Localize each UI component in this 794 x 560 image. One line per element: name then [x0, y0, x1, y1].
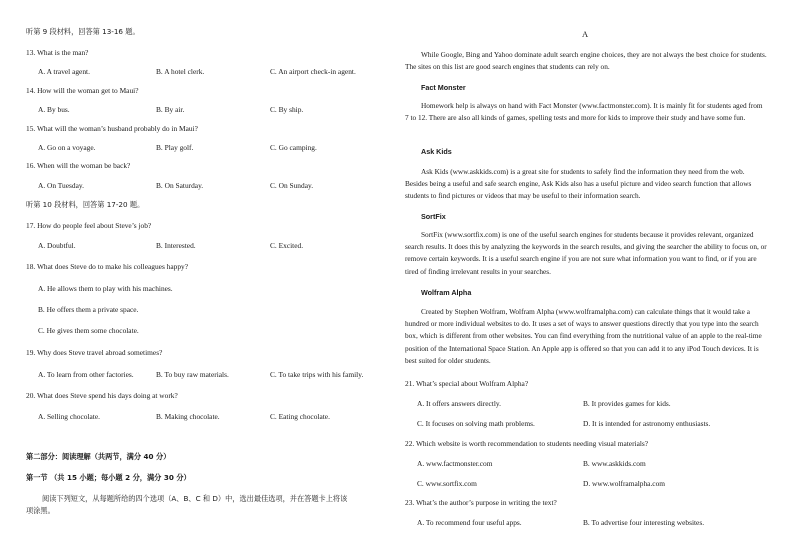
- question-stem: 13. What is the man?: [26, 48, 89, 57]
- site-description: Created by Stephen Wolfram, Wolfram Alpha (www.wolframalpha.com) can calculate things that it would take a hundred or more individual websites to do. It uses a set of ways to answer questions directly that you type into the search box, which is different from other websites. You can find everything from the nutritional value of an apple to the real-time position of the International Space Station. An Apple app is offered so that you can add it to any iPod Touch devices. It is best suited for older students.: [405, 307, 762, 365]
- site-heading: Wolfram Alpha: [421, 288, 472, 297]
- site-heading: Ask Kids: [421, 147, 452, 156]
- instruction-line-2: 项涂黑。: [26, 506, 55, 515]
- question-stem: 18. What does Steve do to make his colleagues happy?: [26, 262, 189, 271]
- question-option: C. Excited.: [270, 241, 304, 250]
- question-option: A. To recommend four useful apps.: [417, 518, 522, 527]
- question-option: C. On Sunday.: [270, 181, 314, 190]
- question-stem: 14. How will the woman get to Maui?: [26, 86, 139, 95]
- question-option: B. A hotel clerk.: [156, 67, 205, 76]
- question-option: A. Doubtful.: [38, 241, 76, 250]
- question-stem: 20. What does Steve spend his days doing at work?: [26, 391, 178, 400]
- instruction-line-1: 阅读下列短文，从每题所给的四个选项（A、B、C 和 D）中，选出最佳选项，并在答题卡上将该: [42, 494, 348, 503]
- question-option: B. It provides games for kids.: [583, 399, 671, 408]
- question-option: B. Making chocolate.: [156, 412, 220, 421]
- question-option: A. www.factmonster.com: [417, 459, 493, 468]
- question-option: B. Interested.: [156, 241, 196, 250]
- part2-title: 第二部分：阅读理解（共两节，满分 40 分）: [26, 452, 171, 461]
- site-heading: SortFix: [421, 212, 446, 221]
- question-option: A. It offers answers directly.: [417, 399, 501, 408]
- site-heading: Fact Monster: [421, 83, 466, 92]
- question-stem: 23. What’s the author’s purpose in writing the text?: [405, 498, 557, 507]
- question-option: B. To advertise four interesting websites.: [583, 518, 705, 527]
- question-option: A. To learn from other factories.: [38, 370, 134, 379]
- question-stem: 22. Which website is worth recommendation to students needing visual materials?: [405, 439, 649, 448]
- passage-intro: While Google, Bing and Yahoo dominate adult search engine choices, they are not always the best choice for students. The sites on this list are good search engines that students can rely on.: [405, 50, 767, 72]
- question-option: C. To take trips with his family.: [270, 370, 364, 379]
- question-option: C. Eating chocolate.: [270, 412, 330, 421]
- question-option: A. A travel agent.: [38, 67, 90, 76]
- question-option: B. By air.: [156, 105, 185, 114]
- question-option: B. Play golf.: [156, 143, 194, 152]
- question-option: C. By ship.: [270, 105, 304, 114]
- question-stem: 17. How do people feel about Steve’s job?: [26, 221, 152, 230]
- question-option: C. It focuses on solving math problems.: [417, 419, 535, 428]
- section9-header: 听第 9 段材料，回答第 13-16 题。: [26, 27, 140, 36]
- question-option: C. Go camping.: [270, 143, 317, 152]
- question-stem: 19. Why does Steve travel abroad sometimes?: [26, 348, 163, 357]
- question-stem: 21. What’s special about Wolfram Alpha?: [405, 379, 529, 388]
- passage-label: A: [582, 29, 589, 39]
- question-option: C. www.sortfix.com: [417, 479, 477, 488]
- question-option: A. Go on a voyage.: [38, 143, 96, 152]
- question-option: A. Selling chocolate.: [38, 412, 100, 421]
- question-option: D. www.wolframalpha.com: [583, 479, 666, 488]
- question-option: D. It is intended for astronomy enthusiasts.: [583, 419, 711, 428]
- question-option: A. By bus.: [38, 105, 70, 114]
- question-option: A. He allows them to play with his machines.: [38, 284, 173, 293]
- question-option: A. On Tuesday.: [38, 181, 84, 190]
- question-option: C. He gives them some chocolate.: [38, 326, 139, 335]
- question-stem: 15. What will the woman’s husband probably do in Maui?: [26, 124, 198, 133]
- question-option: B. On Saturday.: [156, 181, 204, 190]
- site-description: Ask Kids (www.askkids.com) is a great site for students to safely find the information they need from the web. Besides being a useful and safe search engine, Ask Kids also has a useful picture and video search function that allows students to find pictures or videos that may be useful to their information search.: [405, 167, 752, 201]
- question-option: B. www.askkids.com: [583, 459, 646, 468]
- question-option: B. He offers them a private space.: [38, 305, 139, 314]
- site-description: Homework help is always on hand with Fact Monster (www.factmonster.com). It is mainly fit for students aged from 7 to 12. There are also all kinds of games, spelling tests and more for kids to improve their study and have some fun.: [405, 101, 763, 123]
- question-stem: 16. When will the woman be back?: [26, 161, 131, 170]
- section10-header: 听第 10 段材料，回答第 17-20 题。: [26, 200, 145, 209]
- site-description: SortFix (www.sortfix.com) is one of the useful search engines for students because it provides relevant, organized search results. It does this by analyzing the keywords in the search results, and giving the searcher the ability to focus on, or remove certain keywords. It is a useful search engine if you are not sure what information you want to find, or if you are tired of finding irrelevant results in your searches.: [405, 230, 767, 276]
- question-option: C. An airport check-in agent.: [270, 67, 356, 76]
- section1-title: 第一节 （共 15 小题；每小题 2 分，满分 30 分）: [26, 473, 191, 482]
- question-option: B. To buy raw materials.: [156, 370, 229, 379]
